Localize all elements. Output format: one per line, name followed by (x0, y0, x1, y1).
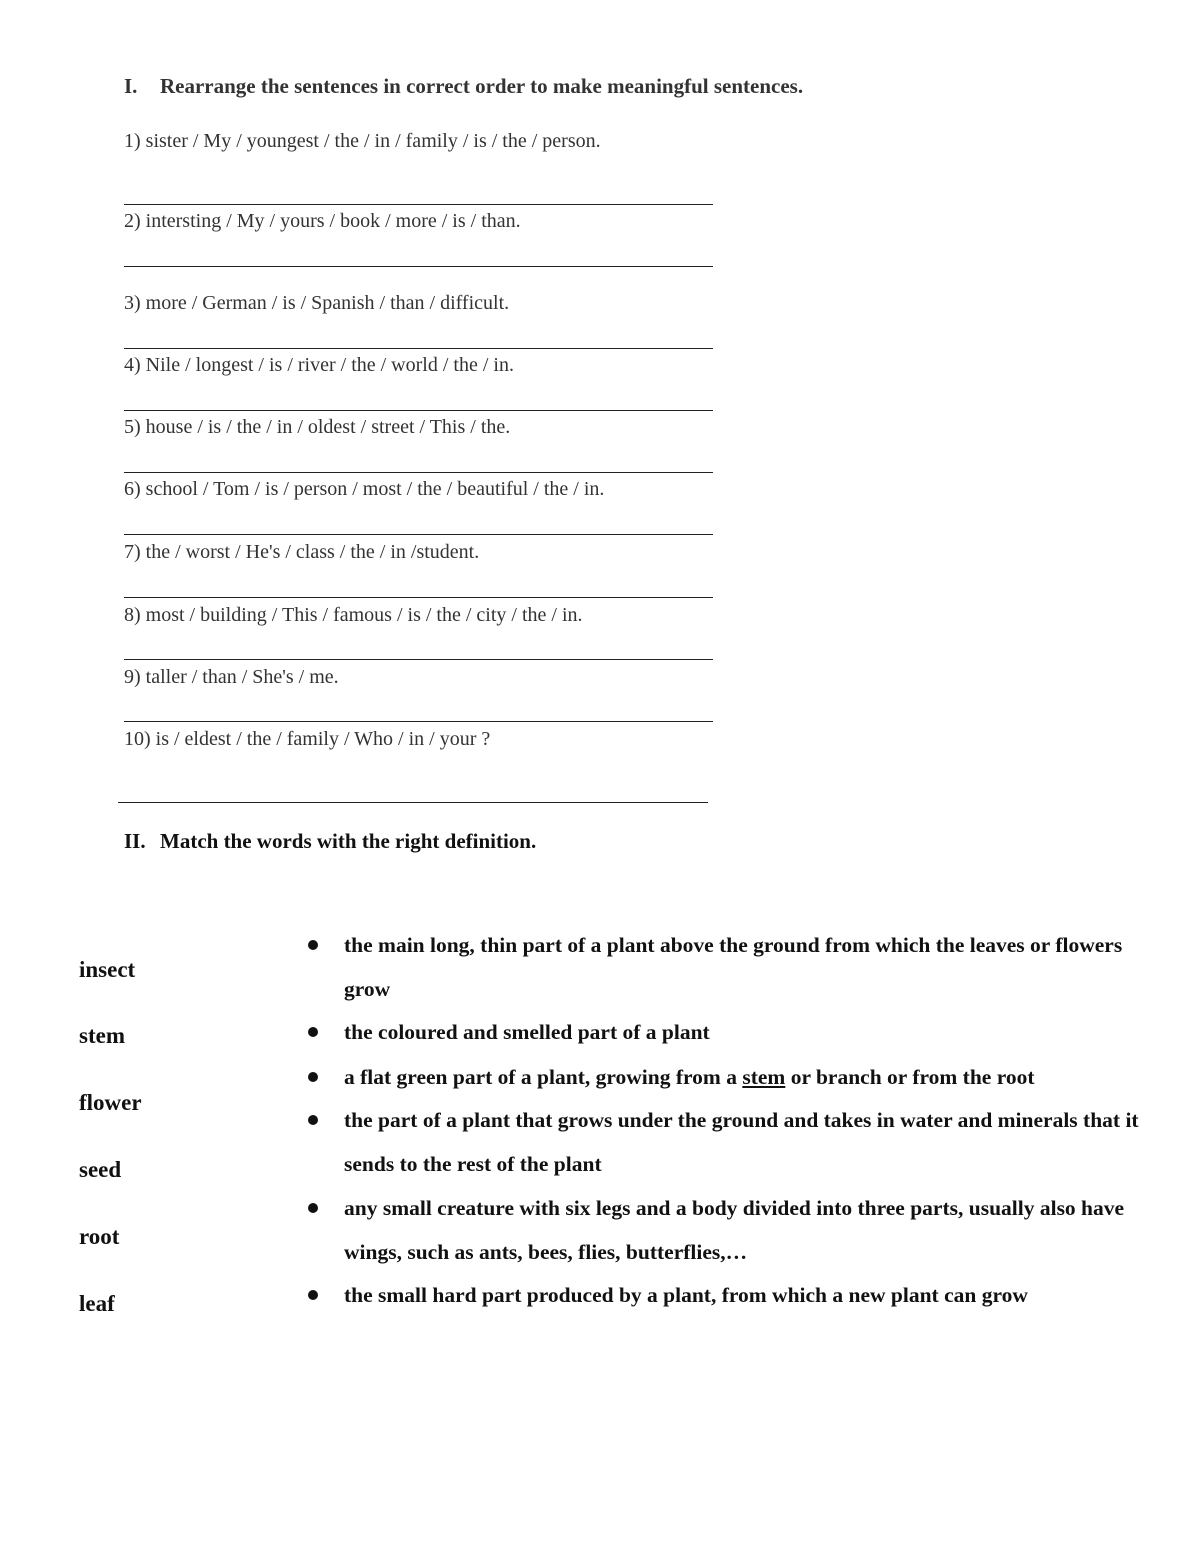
bullet-icon (308, 1203, 318, 1213)
word-flower: flower (79, 1090, 142, 1115)
answer-line-8[interactable] (124, 659, 713, 660)
answer-line-9[interactable] (124, 721, 713, 722)
definition-2: the coloured and smelled part of a plant (344, 1020, 710, 1044)
bullet-icon (308, 1072, 318, 1082)
exercise-item-2: 2) intersting / My / yours / book / more / is / than. (124, 210, 521, 232)
bullet-icon (308, 1290, 318, 1300)
exercise-item-3: 3) more / German / is / Spanish / than / difficult. (124, 292, 510, 314)
stem-link[interactable]: stem (742, 1065, 786, 1089)
definition-3-text-start: a flat green part of a plant, growing from a (344, 1065, 743, 1089)
exercise-item-10: 10) is / eldest / the / family / Who / in / your ? (124, 728, 491, 750)
exercise-item-4: 4) Nile / longest / is / river / the / world / the / in. (124, 354, 514, 376)
exercise-item-7: 7) the / worst / He's / class / the / in /student. (124, 541, 480, 563)
exercise-item-1: 1) sister / My / youngest / the / in / family / is / the / person. (124, 130, 601, 152)
exercise-item-6: 6) school / Tom / is / person / most / the / beautiful / the / in. (124, 478, 605, 500)
word-leaf: leaf (79, 1291, 115, 1316)
exercise-item-5: 5) house / is / the / in / oldest / street / This / the. (124, 416, 511, 438)
section-2-number: II. (124, 829, 146, 853)
definition-1: the main long, thin part of a plant above the ground from which the leaves or flowers grow (344, 933, 1123, 1001)
section-1-number: I. (124, 74, 138, 98)
definition-3 (344, 1055, 1154, 1099)
bullet-icon (308, 940, 318, 950)
section-2-title: Match the words with the right definition. (160, 829, 537, 853)
word-seed: seed (79, 1157, 122, 1182)
exercise-item-9: 9) taller / than / She's / me. (124, 666, 339, 688)
answer-line-2[interactable] (124, 266, 713, 267)
word-root: root (79, 1224, 120, 1249)
bullet-icon (308, 1027, 318, 1037)
answer-line-4[interactable] (124, 410, 713, 411)
answer-line-1[interactable] (124, 204, 713, 205)
section-1-title: Rearrange the sentences in correct order to make meaningful sentences. (160, 74, 804, 98)
bullet-icon (308, 1115, 318, 1125)
answer-line-10[interactable] (118, 802, 708, 803)
section-1-heading (124, 74, 803, 99)
definition-3-text-end: or branch or from the root (785, 1065, 1035, 1089)
definition-4: the part of a plant that grows under the ground and takes in water and minerals that it sends to the rest of the plant (344, 1108, 1139, 1176)
exercise-item-8: 8) most / building / This / famous / is / the / city / the / in. (124, 604, 583, 626)
definition-5: any small creature with six legs and a body divided into three parts, usually also have wings, such as ants, bees, flies, butterflies,… (344, 1196, 1125, 1264)
section-2-heading (124, 829, 536, 854)
word-stem: stem (79, 1023, 125, 1048)
answer-line-3[interactable] (124, 348, 713, 349)
answer-line-6[interactable] (124, 534, 713, 535)
word-insect: insect (79, 957, 136, 982)
answer-line-7[interactable] (124, 597, 713, 598)
definition-6: the small hard part produced by a plant, from which a new plant can grow (344, 1283, 1028, 1307)
answer-line-5[interactable] (124, 472, 713, 473)
